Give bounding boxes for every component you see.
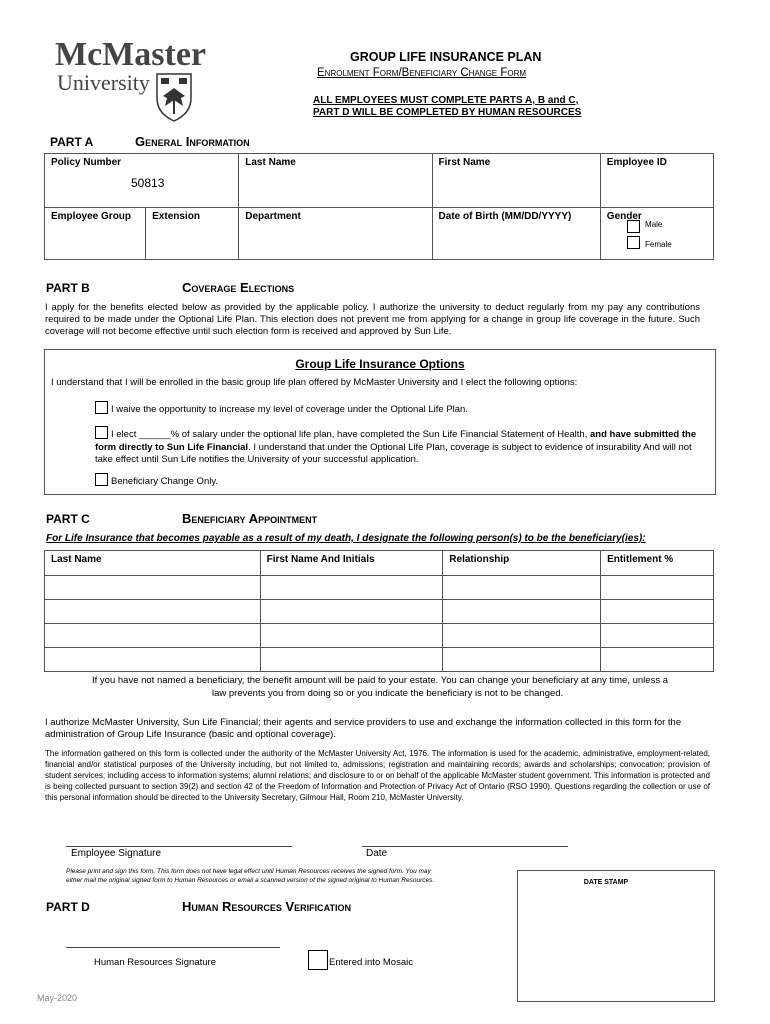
- table-row[interactable]: [45, 600, 714, 624]
- policy-number-label: Policy Number: [51, 157, 122, 168]
- table-row[interactable]: [45, 576, 714, 600]
- employee-signature-line[interactable]: [66, 846, 292, 847]
- crest-icon: [155, 72, 193, 122]
- table-row[interactable]: [45, 648, 714, 672]
- part-a-label: PART A: [50, 135, 94, 149]
- mosaic-checkbox[interactable]: [308, 950, 328, 970]
- hr-signature-line[interactable]: [66, 947, 280, 948]
- col-first-name: First Name And Initials: [266, 554, 375, 565]
- sign-note-line2: either mail the original signed form to Human Resources or email a scanned version of the signed original to Human Resources.: [66, 877, 435, 884]
- options-box: [44, 349, 716, 495]
- estate-note-line1: If you have not named a beneficiary, the benefit amount will be paid to your estate. You can change your beneficiary at any time, unless a: [92, 675, 668, 686]
- elect-checkbox[interactable]: [95, 426, 108, 439]
- estate-note-line2: law prevents you from doing so or you indicate the beneficiary is not to be changed.: [212, 688, 564, 699]
- instruction-line2: PART D WILL BE COMPLETED BY HUMAN RESOURCES: [313, 107, 582, 118]
- general-info-table: [44, 153, 714, 260]
- col-entitlement: Entitlement %: [607, 554, 674, 565]
- university-logo: [55, 36, 207, 128]
- option-elect-text-b: . I understand that under the Optional Life Plan, coverage is subject to evidence of insurability And will not take effect until Sun Life notifies the University of your successful application.: [95, 441, 692, 465]
- male-checkbox[interactable]: [627, 220, 640, 233]
- option-elect-text-a: I elect ______% of salary under the optional life plan, have completed the Sun Life Financial Statement of Health,: [111, 429, 588, 440]
- beneficiary-change-checkbox[interactable]: [95, 473, 108, 486]
- date-label: Date: [366, 848, 388, 859]
- sign-note-line1: Please print and sign this form. This form does not have legal effect until Human Resources receives the signed form. You may: [66, 868, 431, 875]
- female-checkbox[interactable]: [627, 236, 640, 249]
- date-stamp-label: DATE STAMP: [583, 879, 629, 886]
- employee-id-label[interactable]: Employee ID: [606, 157, 667, 168]
- part-d-title: Human Resources Verification: [182, 899, 352, 914]
- part-c-subtitle: For Life Insurance that becomes payable as a result of my death, I designate the following person(s) to be the beneficiary(ies):: [46, 533, 646, 544]
- part-d-label: PART D: [46, 900, 90, 914]
- extension-label[interactable]: Extension: [152, 211, 200, 222]
- part-b-label: PART B: [46, 281, 90, 295]
- authorize-text: I authorize McMaster University, Sun Life Financial; their agents and service providers to use and exchange the information collected in this form for the administration of Group Life Insurance (basic and optional coverage).: [45, 717, 682, 740]
- first-name-label[interactable]: First Name: [438, 157, 491, 168]
- options-understand: I understand that I will be enrolled in the basic group life plan offered by McMaster University and I elect the following options:: [51, 377, 578, 388]
- hr-signature-label: Human Resources Signature: [94, 957, 216, 968]
- instruction-line1: ALL EMPLOYEES MUST COMPLETE PARTS A, B and C,: [313, 95, 579, 106]
- col-relationship: Relationship: [449, 554, 510, 565]
- employee-signature-label: Employee Signature: [71, 848, 162, 859]
- logo-line1: McMaster: [55, 36, 207, 73]
- beneficiary-table: [44, 550, 714, 672]
- last-name-label[interactable]: Last Name: [245, 157, 296, 168]
- male-label: Male: [645, 220, 663, 229]
- options-box-title: Group Life Insurance Options: [295, 357, 465, 371]
- option-beneficiary: [95, 473, 218, 487]
- option-waive-text: I waive the opportunity to increase my level of coverage under the Optional Life Plan.: [111, 404, 468, 415]
- footer-date: May-2020: [37, 993, 78, 1003]
- part-a-title: General Information: [135, 134, 250, 149]
- female-label: Female: [645, 240, 672, 249]
- date-line[interactable]: [362, 846, 568, 847]
- logo-line2: University: [57, 70, 150, 95]
- policy-number-value[interactable]: 50813: [131, 176, 165, 190]
- part-c-label: PART C: [46, 512, 90, 526]
- form-title: GROUP LIFE INSURANCE PLAN: [350, 50, 542, 64]
- option-elect-bold: and have submitted the form directly to Sun Life Financial: [95, 429, 697, 453]
- privacy-text: The information gathered on this form is collected under the authority of the McMaster University Act, 1976. The information is used for the academic, administrative, employment-related, financial and/or statistical purposes of the University including, but not limited to, admissions; registration and maintaining records; awards and scholarships; convocation; provision of student services, including access to information systems; alumni relations; and disclosure to or on behalf of the applicable McMaster student government. This information is protected and is being collected pursuant to section 39(2) and section 42 of the Freedom of Information and Protection of Privacy Act of Ontario (RSO 1990). Questions regarding the collection or use of this personal information should be directed to the University Secretary, Gilmour Hall, Room 210, McMaster University.: [45, 749, 710, 802]
- dob-label[interactable]: Date of Birth (MM/DD/YYYY): [438, 211, 572, 222]
- waive-checkbox[interactable]: [95, 401, 108, 414]
- option-elect: [95, 426, 705, 467]
- part-b-intro: I apply for the benefits elected below as provided by the applicable policy. I authorize the university to deduct regularly from my pay any contributions required to be made under the Optional Life Plan. This election does not prevent me from applying for a change in group life coverage in the future. Such coverage will not become effective until such election form is received and approved by Sun Life.: [45, 302, 700, 337]
- gender-label: Gender: [606, 211, 642, 222]
- department-label[interactable]: Department: [245, 211, 301, 222]
- option-beneficiary-text: Beneficiary Change Only.: [111, 476, 219, 487]
- form-subtitle: Enrolment Form/Beneficiary Change Form: [317, 67, 527, 79]
- option-waive: [95, 401, 468, 415]
- date-stamp-box: [517, 870, 715, 1002]
- mosaic-label: Entered into Mosaic: [329, 957, 413, 968]
- employee-group-label[interactable]: Employee Group: [51, 211, 132, 222]
- part-c-title: Beneficiary Appointment: [182, 511, 318, 526]
- col-last-name: Last Name: [51, 554, 102, 565]
- part-b-title: Coverage Elections: [182, 280, 295, 295]
- table-row[interactable]: [45, 624, 714, 648]
